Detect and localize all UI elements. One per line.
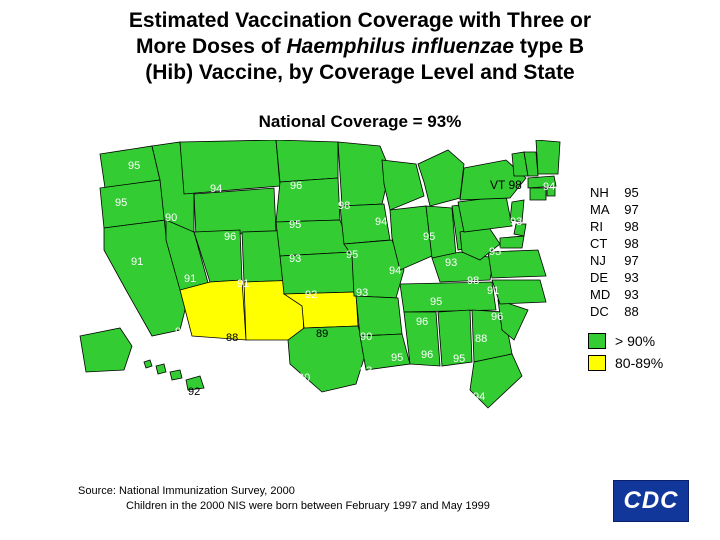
state-value: 98 [624,219,639,234]
legend-label-yellow: 80-89% [615,355,664,371]
state-abbr: DE [590,270,609,285]
state-value-ms: 95 [391,352,404,364]
title-line-2-italic: Haemphilus influenzae [286,35,515,58]
source-note [78,484,490,514]
state-shape-nd [276,140,338,182]
state-value-sc: 88 [475,333,488,345]
state-label-vt: VT 98 [490,178,522,192]
state-shape-mi [418,150,464,206]
state-shape-ak [80,328,132,372]
state-value-sd: 95 [289,219,302,231]
table-row [590,236,639,253]
source-line-1: Source: National Immunization Survey, 2000 [78,485,295,497]
state-shape-mn [338,142,390,206]
source-line-2: Children in the 2000 NIS were born between February 1997 and May 1999 [126,500,490,512]
state-value: 93 [624,270,639,285]
state-abbr: DC [590,304,609,319]
state-value-ia: 95 [423,231,436,243]
table-row [590,185,639,202]
state-value-or: 95 [115,197,128,209]
state-value-ut: 91 [184,273,197,285]
state-value-va: 91 [487,285,500,297]
title-line-2-a: More Doses of [135,35,287,58]
cdc-logo-text: CDC [623,487,679,514]
title-line-1: Estimated Vaccination Coverage with Three or [128,9,592,32]
small-states-list [590,185,639,321]
state-value-la: 93 [360,365,373,377]
state-value-tn: 96 [416,316,429,328]
state-value-al: 96 [421,349,434,361]
state-value-wi: 94 [375,216,388,228]
state-shape-me [536,140,560,174]
state-abbr: RI [590,219,603,234]
state-value-mt: 94 [210,183,223,195]
state-value-tx: 90 [298,372,311,384]
state-shape-hi-3 [170,370,182,380]
state-value-hi: 92 [188,386,201,398]
state-shape-nc [492,280,546,304]
legend-swatch-green [588,333,606,349]
state-value-il: 95 [346,249,359,261]
page-title [0,8,720,86]
state-value: 98 [624,236,639,251]
table-row [590,287,639,304]
subtitle: National Coverage = 93% [258,112,462,131]
map-legend [588,333,663,377]
state-shape-hi-2 [156,364,166,374]
legend-item-yellow [588,355,663,371]
state-shape-wy [194,188,276,236]
state-value-mo: 93 [356,287,369,299]
state-value: 97 [624,202,639,217]
state-shape-wi [382,160,424,210]
state-shape-ar [356,296,402,336]
state-value-nd: 96 [290,180,303,192]
state-shape-or [100,180,166,228]
state-value-nv: 91 [131,256,144,268]
table-row [590,304,639,321]
legend-label-green: > 90% [615,333,656,349]
state-abbr: NH [590,185,609,200]
state-value-wa: 95 [128,160,141,172]
us-choropleth-map [60,140,620,420]
state-value-nc: 96 [491,311,504,323]
legend-item-green [588,333,663,349]
cdc-logo [613,480,689,522]
small-states-table [590,185,639,321]
state-value-pa: 93 [445,257,458,269]
map-svg [60,140,620,425]
state-value-ne: 93 [289,253,302,265]
state-value: 97 [624,253,639,268]
state-value-wy: 96 [224,231,237,243]
table-row [590,219,639,236]
table-row [590,253,639,270]
state-value-fl: 94 [473,391,486,403]
state-value-ga: 95 [453,353,466,365]
state-shape-sd [276,178,340,222]
state-value-az: 88 [226,332,239,344]
state-abbr: CT [590,236,608,251]
state-abbr: MD [590,287,611,302]
state-value-ak: 90 [106,372,119,384]
state-shape-mt [180,140,280,194]
state-value-mn: 98 [338,200,351,212]
state-value-ky: 95 [430,296,443,308]
table-row [590,270,639,287]
state-value-id: 90 [165,212,178,224]
state-abbr: MA [590,202,610,217]
state-value-wv: 98 [467,275,480,287]
state-shape-md [500,236,524,248]
state-value-ar: 90 [360,331,373,343]
state-value-ks: 92 [305,289,318,301]
state-shape-tn [400,282,496,312]
state-value: 93 [624,287,639,302]
title-line-2-b: type B [514,35,585,58]
state-value-mi: 93 [510,216,523,228]
state-value-ok: 89 [316,328,329,340]
state-shape-ne [276,220,352,256]
state-shape-pa [458,196,512,232]
title-line-2 [0,34,720,60]
state-value: 88 [624,304,639,319]
state-value-co: 91 [237,278,250,290]
state-shape-hi-1 [144,360,152,368]
table-row [590,202,639,219]
legend-swatch-yellow [588,355,606,371]
state-value-ca: 90 [175,326,188,338]
state-value-me: 94 [543,181,556,193]
state-value-in: 94 [389,265,402,277]
title-line-3: (Hib) Vaccine, by Coverage Level and State [145,61,575,84]
state-value-ny: 95 [489,246,502,258]
state-value-oh: 93 [419,265,432,277]
state-value: 95 [624,185,639,200]
state-abbr: NJ [590,253,606,268]
